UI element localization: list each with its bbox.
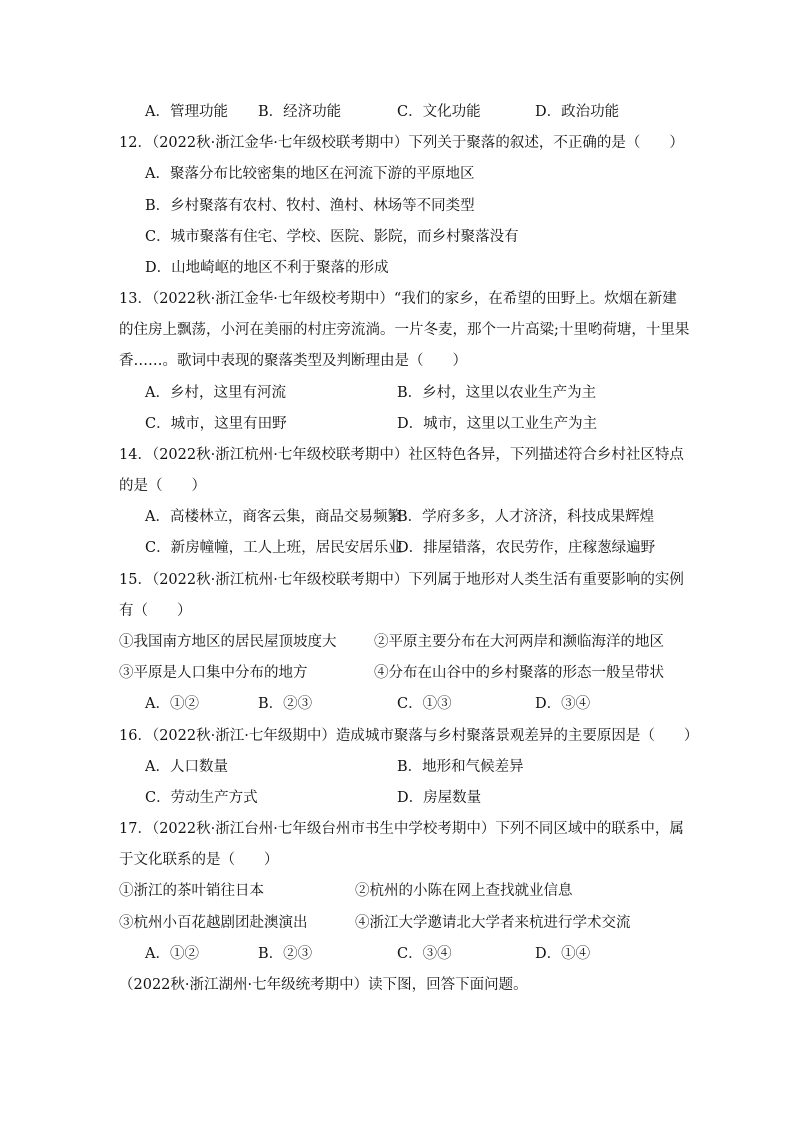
q11-option-b: B．经济功能 <box>258 104 342 120</box>
q13-option-b: B．乡村，这里以农业生产为主 <box>397 385 597 401</box>
q16-option-b: B．地形和气候差异 <box>397 759 524 775</box>
q16-option-d: D．房屋数量 <box>397 790 482 806</box>
q15-stem-line-1: 15．（2022秋·浙江杭州·七年级校联考期中）下列属于地形对人类生活有重要影响的实例 <box>119 572 684 588</box>
q12-stem: 12．（2022秋·浙江金华·七年级校联考期中）下列关于聚落的叙述，不正确的是（ ） <box>119 135 684 151</box>
q12-option-c: C．城市聚落有住宅、学校、医院、影院，而乡村聚落没有 <box>145 229 519 245</box>
q17-item-1: ①浙江的茶叶销往日本 <box>119 883 264 899</box>
q13-option-c: C．城市，这里有田野 <box>145 416 287 432</box>
q11-option-a: A．管理功能 <box>145 104 228 120</box>
q12-option-a: A．聚落分布比较密集的地区在河流下游的平原地区 <box>145 166 475 182</box>
group-intro: （2022秋·浙江湖州·七年级统考期中）读下图，回答下面问题。 <box>119 977 528 993</box>
q13-option-d: D．城市，这里以工业生产为主 <box>397 416 598 432</box>
q17-item-3: ③杭州小百花越剧团赴澳演出 <box>119 915 308 931</box>
q15-item-2: ②平原主要分布在大河两岸和濒临海洋的地区 <box>374 634 664 650</box>
q15-stem-line-2: 有（ ） <box>119 603 192 619</box>
q13-option-a: A．乡村，这里有河流 <box>145 385 286 401</box>
q12-option-d: D．山地崎岖的地区不利于聚落的形成 <box>145 260 389 276</box>
q13-stem-line-2: 的住房上飘荡，小河在美丽的村庄旁流淌。一片冬麦，那个一片高粱;十里哟荷塘，十里果 <box>119 322 690 338</box>
q16-option-c: C．劳动生产方式 <box>145 790 258 806</box>
q13-stem-line-1: 13．（2022秋·浙江金华·七年级校考期中）“我们的家乡，在希望的田野上。炊烟在新建 <box>119 291 677 307</box>
q15-option-c: C．①③ <box>397 696 452 712</box>
q14-option-c: C．新房幢幢，工人上班，居民安居乐业 <box>145 540 403 556</box>
q17-stem-line-2: 于文化联系的是（ ） <box>119 852 279 868</box>
q15-option-d: D．③④ <box>535 696 591 712</box>
q15-item-1: ①我国南方地区的居民屋顶坡度大 <box>119 634 337 650</box>
q17-stem-line-1: 17．（2022秋·浙江台州·七年级台州市书生中学校考期中）下列不同区域中的联系中，属 <box>119 821 684 837</box>
q17-option-a: A．①② <box>145 946 199 962</box>
q15-option-a: A．①② <box>145 696 199 712</box>
q16-stem: 16．（2022秋·浙江·七年级期中）造成城市聚落与乡村聚落景观差异的主要原因是（ ） <box>119 728 699 744</box>
q14-stem-line-2: 的是（ ） <box>119 478 206 494</box>
q17-option-b: B．②③ <box>258 946 313 962</box>
q11-option-d: D．政治功能 <box>535 104 620 120</box>
q11-option-c: C．文化功能 <box>397 104 481 120</box>
q15-item-4: ④分布在山谷中的乡村聚落的形态一般呈带状 <box>374 665 664 681</box>
q12-option-b: B．乡村聚落有农村、牧村、渔村、林场等不同类型 <box>145 198 475 214</box>
q16-option-a: A．人口数量 <box>145 759 228 775</box>
q14-option-a: A．高楼林立，商客云集，商品交易频繁 <box>145 509 402 525</box>
q15-item-3: ③平原是人口集中分布的地方 <box>119 665 308 681</box>
q17-option-c: C．③④ <box>397 946 452 962</box>
q17-item-2: ②杭州的小陈在网上查找就业信息 <box>355 883 573 899</box>
q15-option-b: B．②③ <box>258 696 313 712</box>
q14-stem-line-1: 14．（2022秋·浙江杭州·七年级校联考期中）社区特色各异，下列描述符合乡村社区特点 <box>119 447 684 463</box>
q14-option-b: B．学府多多，人才济济，科技成果辉煌 <box>397 509 655 525</box>
q13-stem-line-3: 香……。歌词中表现的聚落类型及判断理由是（ ） <box>119 353 467 369</box>
q17-option-d: D．①④ <box>535 946 591 962</box>
q14-option-d: D．排屋错落，农民劳作，庄稼葱绿遍野 <box>397 540 656 556</box>
q17-item-4: ④浙江大学邀请北大学者来杭进行学术交流 <box>355 915 631 931</box>
